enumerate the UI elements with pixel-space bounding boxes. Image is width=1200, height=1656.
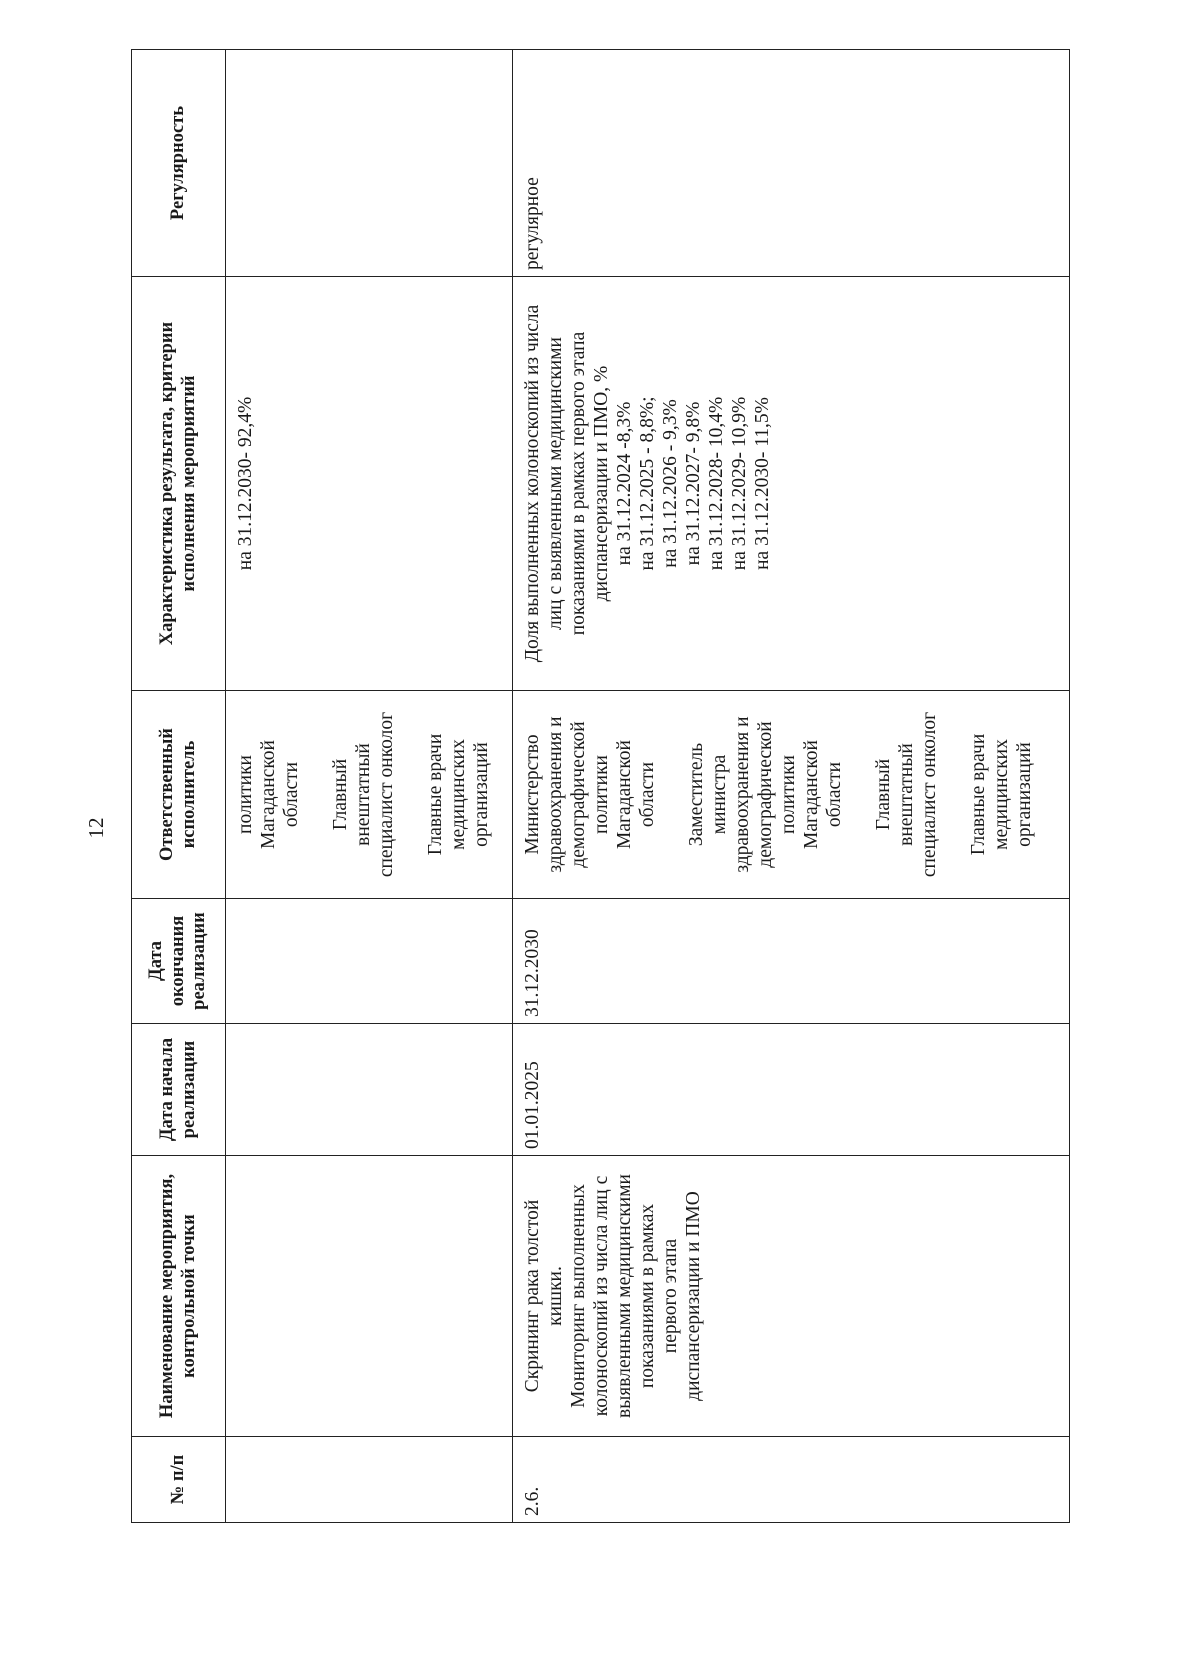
table-header-row bbox=[132, 50, 226, 1523]
header-num: № п/п bbox=[132, 1437, 226, 1523]
spacer bbox=[659, 697, 685, 892]
responsible-line: области bbox=[637, 761, 658, 828]
responsible-line: здравоохранения и bbox=[732, 716, 753, 873]
cell-start: 01.01.2025 bbox=[513, 1024, 1070, 1156]
spacer bbox=[846, 697, 872, 892]
name-line: Скрининг рака толстой bbox=[522, 1199, 543, 1393]
result-line: на 31.12.2028- 10,4% bbox=[706, 396, 727, 571]
header-name: Наименование мероприятия, контрольной точки bbox=[132, 1156, 226, 1437]
cell-num: 2.6. bbox=[513, 1437, 1070, 1523]
table-row bbox=[226, 50, 513, 1523]
result-line: показаниями в рамках первого этапа bbox=[568, 331, 589, 636]
responsible-line: политики bbox=[591, 755, 612, 834]
cell-start bbox=[226, 1024, 513, 1156]
responsible-line: медицинских bbox=[991, 739, 1012, 850]
name-line: первого этапа bbox=[660, 1238, 681, 1354]
responsible-line: здравоохранения и bbox=[545, 716, 566, 873]
result-line: на 31.12.2030- 92,4% bbox=[235, 396, 256, 571]
responsible-line: Министерство bbox=[522, 734, 543, 855]
plan-table bbox=[131, 49, 1070, 1523]
header-end: Дата окончания реализации bbox=[132, 899, 226, 1024]
cell-responsible bbox=[226, 691, 513, 899]
result-line: на 31.12.2024 -8,3% bbox=[614, 401, 635, 566]
cell-responsible bbox=[513, 691, 1070, 899]
responsible-line: специалист онколог bbox=[919, 711, 940, 878]
responsible-line: политики bbox=[778, 755, 799, 834]
name-line: диспансеризации и ПМО bbox=[683, 1191, 704, 1401]
cell-regularity bbox=[226, 50, 513, 277]
cell-num bbox=[226, 1437, 513, 1523]
result-line: на 31.12.2027- 9,8% bbox=[683, 401, 704, 566]
cell-name bbox=[226, 1156, 513, 1437]
result-line: на 31.12.2026 - 9,3% bbox=[660, 399, 681, 568]
cell-result bbox=[226, 277, 513, 691]
header-regularity: Регулярность bbox=[132, 50, 226, 277]
responsible-line: демографической bbox=[755, 721, 776, 868]
name-line: Мониторинг выполненных bbox=[568, 1184, 589, 1408]
cell-regularity: регулярное bbox=[513, 50, 1070, 277]
responsible-line: Магаданской bbox=[614, 740, 635, 849]
result-line: лиц с выявленными медицинскими bbox=[545, 337, 566, 630]
spacer bbox=[303, 697, 329, 892]
name-line: выявленными медицинскими bbox=[614, 1174, 635, 1418]
responsible-line: области bbox=[824, 761, 845, 828]
spacer bbox=[398, 697, 424, 892]
cell-result bbox=[513, 277, 1070, 691]
table-row bbox=[513, 50, 1070, 1523]
responsible-line: Главные врачи bbox=[968, 733, 989, 856]
result-line: на 31.12.2029- 10,9% bbox=[729, 396, 750, 571]
result-line: Доля выполненных колоноскопий из числа bbox=[522, 304, 543, 663]
cell-name bbox=[513, 1156, 1070, 1437]
responsible-line: Главный bbox=[330, 758, 351, 831]
responsible-line: внештатный bbox=[896, 743, 917, 846]
responsible-line: Магаданской bbox=[801, 740, 822, 849]
name-line: показаниями в рамках bbox=[637, 1203, 658, 1389]
responsible-line: организаций bbox=[471, 742, 492, 847]
spacer bbox=[941, 697, 967, 892]
rotated-table-container bbox=[131, 50, 1069, 1523]
responsible-line: Магаданской bbox=[258, 740, 279, 849]
responsible-line: внештатный bbox=[353, 743, 374, 846]
cell-end bbox=[226, 899, 513, 1024]
responsible-line: Главные врачи bbox=[425, 733, 446, 856]
result-line: диспансеризации и ПМО, % bbox=[591, 365, 612, 602]
responsible-line: организаций bbox=[1014, 742, 1035, 847]
page-number: 12 bbox=[84, 817, 108, 839]
header-result: Характеристика результата, критерии исполнения мероприятий bbox=[132, 277, 226, 691]
name-line: кишки. bbox=[545, 1266, 566, 1326]
responsible-line: Заместитель bbox=[686, 742, 707, 847]
responsible-line: демографической bbox=[568, 721, 589, 868]
responsible-line: Главный bbox=[873, 758, 894, 831]
cell-end: 31.12.2030 bbox=[513, 899, 1070, 1024]
responsible-line: специалист онколог bbox=[376, 711, 397, 878]
responsible-line: министра bbox=[709, 754, 730, 835]
responsible-line: области bbox=[281, 761, 302, 828]
result-line: на 31.12.2030- 11,5% bbox=[752, 397, 773, 570]
responsible-line: политики bbox=[235, 755, 256, 834]
header-responsible: Ответственный исполнитель bbox=[132, 691, 226, 899]
name-line: колоноскопий из числа лиц с bbox=[591, 1175, 612, 1417]
result-line: на 31.12.2025 - 8,8%; bbox=[637, 396, 658, 571]
header-start: Дата начала реализации bbox=[132, 1024, 226, 1156]
responsible-line: медицинских bbox=[448, 739, 469, 850]
